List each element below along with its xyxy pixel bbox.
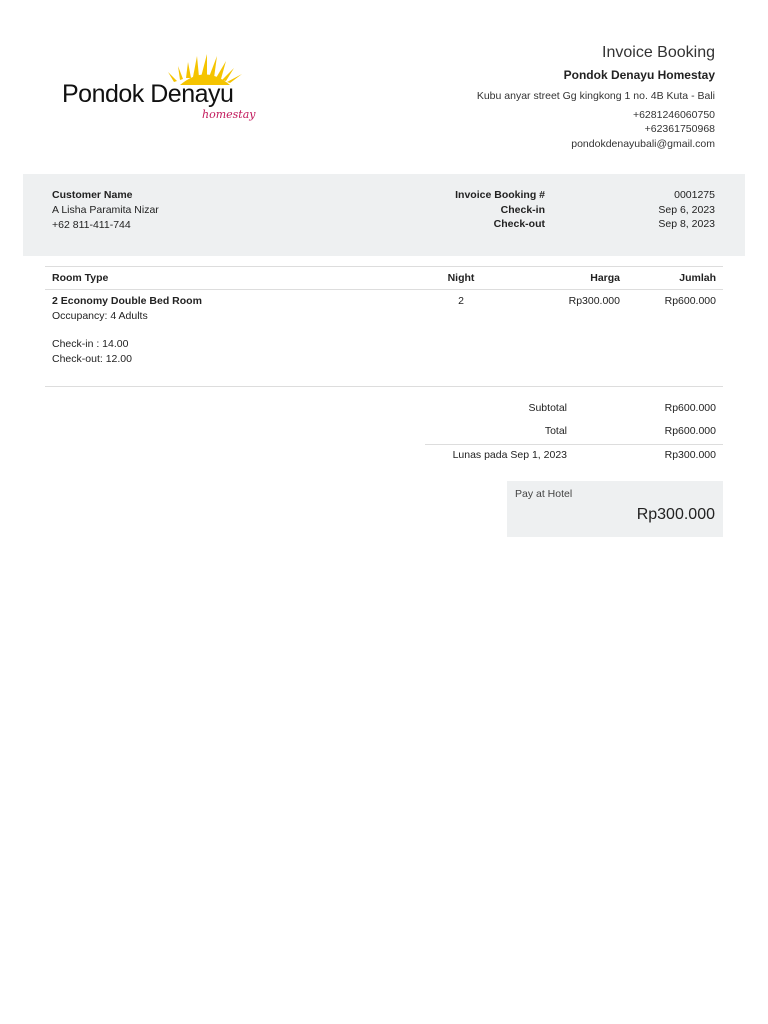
invoice-number: 0001275 [674,189,715,201]
paid-label: Lunas pada Sep 1, 2023 [452,449,567,461]
totals-section [425,398,723,468]
jumlah-cell: Rp600.000 [627,290,723,387]
hotel-phone-2: +62361750968 [644,123,715,135]
pay-at-hotel-label: Pay at Hotel [515,488,573,500]
customer-name-label: Customer Name [52,189,133,201]
col-room-type: Room Type [45,267,419,290]
room-checkout-time: Check-out: 12.00 [52,352,132,365]
subtotal-row [425,398,723,421]
checkin-label: Check-in [500,203,545,216]
customer-name: A Lisha Paramita Nizar [52,204,159,216]
invoice-number-label: Invoice Booking # [455,189,545,201]
room-cell [45,290,419,387]
harga-cell: Rp300.000 [503,290,627,387]
table-row [45,290,723,387]
invoice-labels [455,188,545,232]
brand-logo [62,52,256,124]
col-jumlah: Jumlah [627,267,723,290]
room-checkin-time: Check-in : 14.00 [52,338,129,350]
col-night: Night [419,267,503,290]
total-value: Rp600.000 [664,425,716,437]
page-title: Invoice Booking [602,44,715,61]
invoice-values [658,188,715,232]
night-cell: 2 [419,290,503,387]
booking-info-box [23,174,745,256]
pay-at-hotel-amount: Rp300.000 [636,506,715,523]
checkout-label: Check-out [493,218,545,230]
brand-name: Pondok Denayu [62,80,234,108]
table-header-row [45,267,723,290]
hotel-address: Kubu anyar street Gg kingkong 1 no. 4B Kuta - Bali [476,90,715,102]
hotel-phone-1: +6281246060750 [632,108,715,121]
subtotal-label: Subtotal [528,402,567,414]
checkin-date: Sep 6, 2023 [658,203,715,216]
hotel-header [477,44,715,151]
col-harga: Harga [503,267,627,290]
room-occupancy: Occupancy: 4 Adults [52,309,148,322]
subtotal-value: Rp600.000 [664,402,716,414]
customer-info [52,188,159,233]
total-label: Total [544,425,567,437]
checkout-date: Sep 8, 2023 [658,218,715,230]
hotel-name: Pondok Denayu Homestay [563,68,715,82]
room-table [45,266,723,387]
customer-phone: +62 811-411-744 [52,219,131,231]
total-row [425,421,723,444]
hotel-email: pondokdenayubali@gmail.com [571,137,715,150]
room-name: 2 Economy Double Bed Room [52,295,202,307]
brand-tagline: homestay [202,108,256,121]
pay-at-hotel-box [507,481,723,537]
paid-value: Rp300.000 [664,449,716,461]
paid-row [425,444,723,468]
